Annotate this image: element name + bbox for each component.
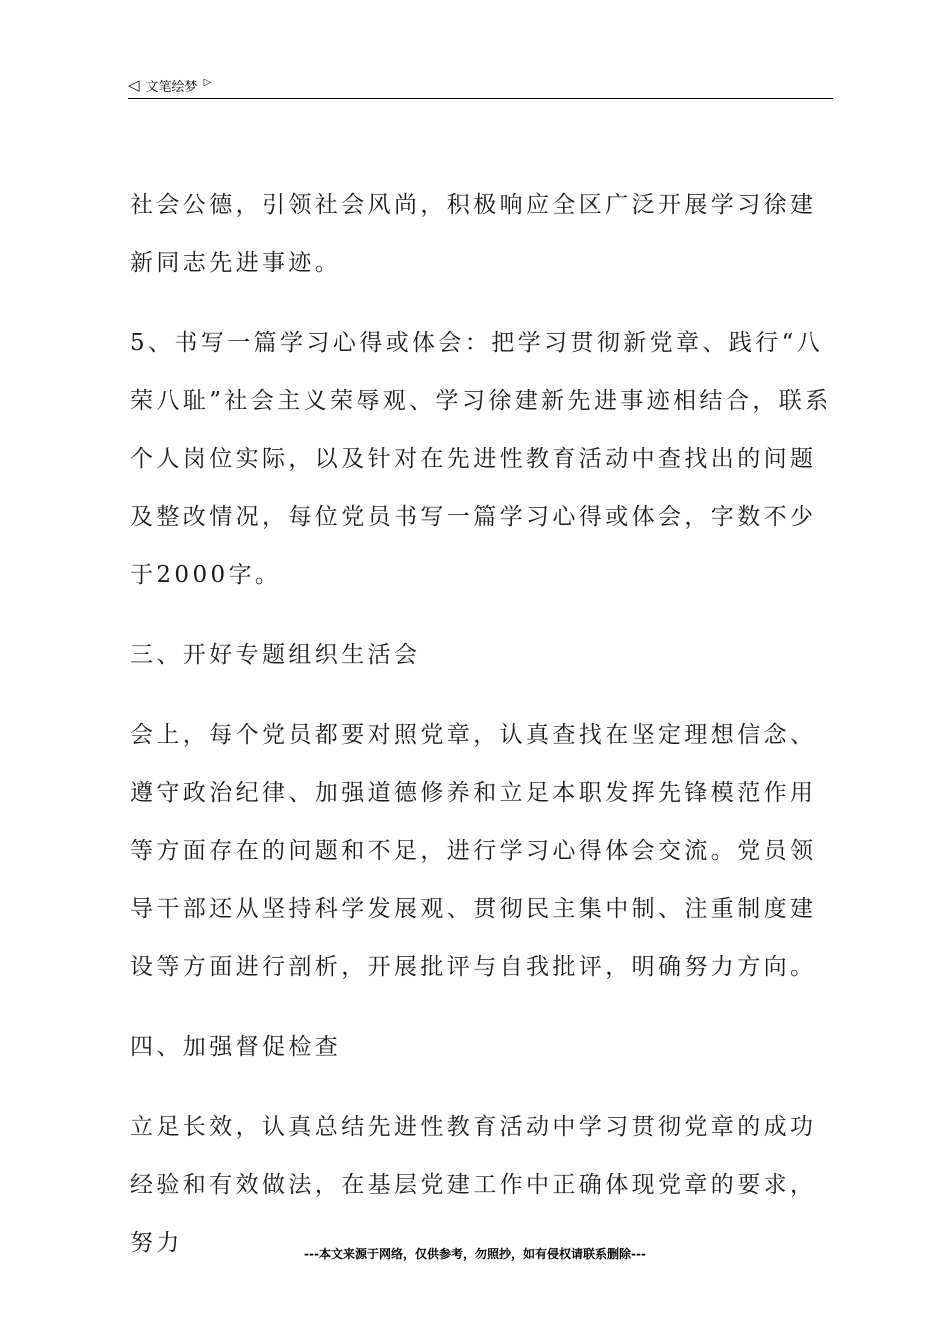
paragraph-2: 5、书写一篇学习心得或体会：把学习贯彻新党章、践行“八荣八耻”社会主义荣辱观、学习徐建新先进事迹相结合，联系个人岗位实际，以及针对在先进性教育活动中查找出的问题及整改情况，每位党员书写一篇学习心得或体会，字数不少于2000字。 bbox=[130, 330, 832, 588]
paragraph-1: 社会公德，引领社会风尚，积极响应全区广泛开展学习徐建新同志先进事迹。 bbox=[130, 192, 817, 276]
footer-disclaimer: ---本文来源于网络，仅供参考，勿照抄，如有侵权请联系删除--- bbox=[304, 1247, 646, 1261]
right-triangle-icon: ▷ bbox=[203, 76, 212, 88]
page-header bbox=[128, 72, 833, 99]
document-body bbox=[130, 176, 832, 1294]
paragraph-4: 立足长效，认真总结先进性教育活动中学习贯彻党章的成功经验和有效做法，在基层党建工作中正确体现党章的要求，努力 bbox=[130, 1114, 817, 1256]
section-heading-4: 四、加强督促检查 bbox=[130, 1034, 342, 1060]
header-title: 文笔绘梦 bbox=[145, 80, 198, 95]
header-inner bbox=[128, 76, 211, 95]
paragraph-3: 会上，每个党员都要对照党章，认真查找在坚定理想信念、遵守政治纪律、加强道德修养和立足本职发挥先锋模范作用等方面存在的问题和不足，进行学习心得体会交流。党员领导干部还从坚持科学发展观、贯彻民主集中制、注重制度建设等方面进行剖析，开展批评与自我批评，明确努力方向。 bbox=[130, 722, 817, 980]
left-triangle-icon: ◁ bbox=[128, 76, 140, 94]
section-heading-3: 三、开好专题组织生活会 bbox=[130, 642, 421, 668]
